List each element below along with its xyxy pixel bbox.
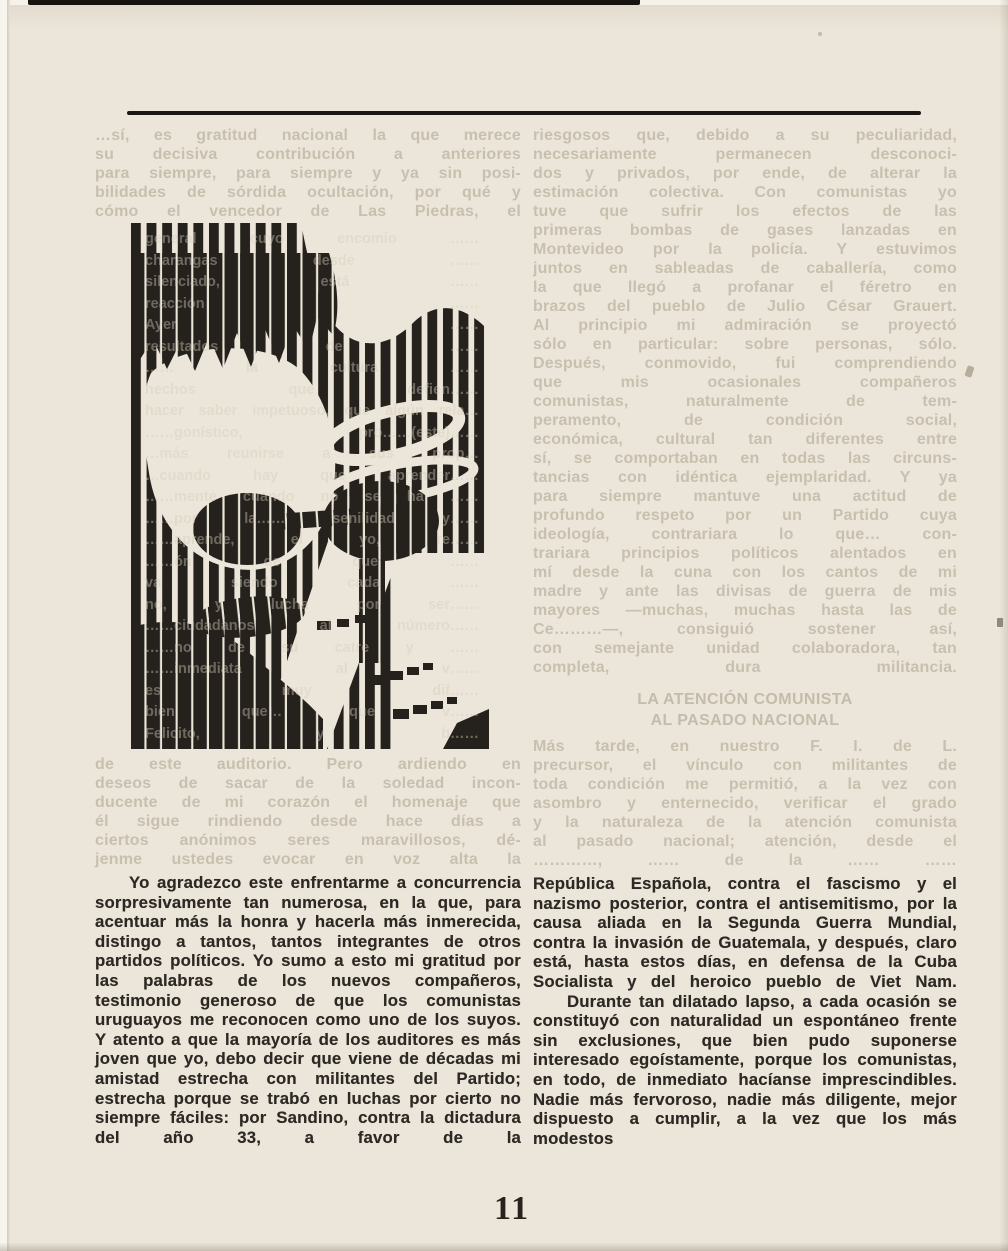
ghost-line: Ayer …… [145, 317, 479, 333]
ghost-line: de este auditorio. Pero ardiendo en [95, 756, 521, 773]
scan-vignette [10, 5, 1008, 31]
ghost-line: …cuando hay que aprender…… [145, 467, 479, 484]
ghost-line: trariara principios políticos alentados en [533, 545, 957, 562]
ghost-line: profundo respeto por un Partido cuya [533, 507, 957, 524]
ghost-line: Montevideo por la policía. Y estuvimos [533, 241, 957, 258]
ghost-line: riesgosos que, debido a su peculiaridad, [533, 127, 957, 144]
ghost-line: económica, cultural tan diferentes entre [533, 431, 957, 448]
ghost-line: comunistas, naturalmente de tem- [533, 393, 957, 410]
ghost-line: la que llegó a profanar el féretro en [533, 279, 957, 296]
ghost-line: jenme ustedes evocar en voz alta la [95, 851, 521, 868]
ghost-line: y la naturaleza de la atención comunista [533, 814, 957, 831]
header-rule [127, 111, 921, 115]
ghost-text-below-image [95, 755, 521, 869]
ghost-line: estimación colectiva. Con comunistas yo [533, 184, 957, 201]
ghost-section-heading [533, 689, 957, 731]
right-column [533, 126, 957, 1148]
ghost-line: resultados de …… [145, 338, 479, 355]
striped-portrait-image [131, 223, 489, 749]
ghost-line: primeras bombas de gases lanzadas en [533, 222, 957, 239]
ghost-line: él sigue rindiendo desde hace días a [95, 813, 521, 830]
ghost-line: reacción …… [145, 295, 479, 312]
ghost-line: su decisiva contribución a anteriores [95, 146, 521, 163]
ghost-line: Al principio mi admiración se proyectó [533, 317, 957, 334]
ghost-line: Más tarde, en nuestro F. I. de L. [533, 738, 957, 755]
ghost-line: brazos del pueblo de Julio César Grauert. [533, 298, 957, 315]
ghost-line: charangas desde …… [145, 252, 479, 269]
ghost-line: precursor, el vínculo con militantes de [533, 757, 957, 774]
ghost-text-top-left [95, 126, 521, 221]
ghost-line: no, y lucha por ser…… [145, 596, 479, 613]
ink-speck [997, 618, 1003, 627]
ghost-line: para siempre, para siempre y ya sin posi- [95, 165, 521, 182]
ghost-line: cómo el vencedor de Las Piedras, el [95, 203, 521, 220]
ghost-line: ducente de mi corazón el homenaje que [95, 794, 521, 811]
ghost-line: al pasado nacional; atención, desde el [533, 833, 957, 850]
ghost-line: tuve que sufrir los efectos de las [533, 203, 957, 220]
ghost-line: ……inmediata al v…… [145, 661, 479, 677]
ghost-line: Ce………—, consiguió sostener así, [533, 621, 957, 638]
ghost-line: …sí, es gratitud nacional la que merece [95, 127, 521, 144]
ghost-line: …más reunirse a sus prop… [145, 446, 479, 462]
ink-speck [964, 365, 974, 378]
left-column [95, 126, 521, 1147]
ghost-text-right-upper [533, 126, 957, 677]
heading-line-1: LA ATENCIÓN COMUNISTA [637, 691, 853, 708]
page-number: 11 [494, 1190, 531, 1227]
ghost-line: ……gonístico, pro……(este)…… [145, 424, 479, 441]
ghost-text-right-lower [533, 737, 957, 870]
ghost-line: silenciado, está …… [145, 274, 479, 290]
ghost-line: ……ón de que …… [145, 553, 479, 570]
ghost-line: bilidades de sórdida ocultación, por qué y [95, 184, 521, 201]
body-paragraph-left: Yo agradezco este enfrentarme a concurrencia sorpresivamente tan numerosa, en la que, para acentuar más la honra y hacerla más inmerecida, distingo a tantos, tantos integrantes de otros partidos políticos. Yo sumo a esto mi gratitud por las palabras de los nuevos compañeros, testimonio generoso de que los comunistas uruguayos me reconocen como uno de los suyos. Y atento a que la mayoría de los auditores es más joven que yo, debo decir que viene de décadas mi amistad estrecha con militantes del Partido; estrecha porque se trabó en luchas por cierto no siempre fáciles: por Sandino, contra la dictadura del año 33, a favor de la [95, 873, 521, 1147]
ghost-line: ……aprende, el yo, re…… [145, 532, 479, 548]
ghost-line: dos y privados, por ende, de alterar la [533, 165, 957, 182]
body-paragraph-right-2: Durante tan dilatado lapso, a cada ocasión se constituyó con naturalidad un espontáneo frente sin exclusiones, que bien pudo suponerse interesado egoístamente, porque los comunistas, en todo, de inmediato hacíanse imprescindibles. Nadie más fervoroso, nadie más diligente, mejor dispuesto a cumplir, a la vez que los más modestos [533, 991, 957, 1148]
ghost-line: sólo en particular: sobre personas, sólo. [533, 336, 957, 353]
page-crease [7, 0, 10, 1251]
ghost-line: es muy dif…… [145, 682, 479, 699]
ghost-line: que mis ocasionales compañeros [533, 374, 957, 391]
scan-edge-left [0, 0, 7, 1251]
ghost-line: ……por la…… senilidad y…… [145, 510, 479, 527]
ghost-line: sí, se comportaban en todas las circuns- [533, 450, 957, 467]
ghost-line: ……ciudadanos al número…… [145, 618, 479, 634]
ghost-line: peramento, de condición social, [533, 412, 957, 429]
ghost-line: Felicito, y b…… [145, 725, 479, 742]
portrait-stripes-graphic [131, 223, 489, 749]
scan-edge-bottom [0, 1242, 1008, 1251]
ghost-line: deseos de sacar de la soledad incon- [95, 775, 521, 792]
ghost-line: tancias con idéntica ejemplaridad. Y ya [533, 469, 957, 486]
ghost-line: bien que… que v…… [145, 704, 479, 720]
heading-line-2: AL PASADO NACIONAL [650, 712, 840, 729]
ghost-line: madre y ante las divisas de guerra de mis [533, 583, 957, 600]
ghost-line: hacer saber impetuoso, que algún rela… [145, 403, 479, 419]
ghost-line: mayores —muchas, muchas hasta las de [533, 602, 957, 619]
ghost-line: completa, dura militancia. [533, 659, 957, 676]
ghost-line: juntos en sableadas de caballería, como [533, 260, 957, 277]
ghost-line: con semejante unidad colaboradora, tan [533, 640, 957, 657]
ghost-line: ……mente cuando no se ha …… [145, 489, 479, 505]
ghost-line: toda condición me permitió, a la vez con [533, 776, 957, 793]
ghost-line: …… la cultura …… [145, 360, 479, 376]
ghost-line: asombro y enternecido, verificar el grado [533, 795, 957, 812]
ghost-line: …………, …… de la …… …… [533, 852, 957, 869]
ghost-line: Después, conmovido, fui comprendiendo [533, 355, 957, 372]
ink-speck [818, 32, 822, 36]
body-paragraph-right-1: República Española, contra el fascismo y el nazismo posterior, contra el antisemitismo, por la causa aliada en la Segunda Guerra Mundial, contra la invasión de Guatemala, y después, claro está, hasta estos días, en defensa de la Cuba Socialista y del heroico pueblo de Viet Nam. [533, 874, 957, 991]
ghost-line: va siendo cada …… [145, 575, 479, 591]
ghost-line: general cuyo encomio …… [145, 231, 479, 247]
ghost-line: ideología, contrariara lo que… con- [533, 526, 957, 543]
ghost-line: ciertos anónimos seres maravillosos, dé- [95, 832, 521, 849]
ghost-line: hechos que defien…… [145, 381, 479, 398]
collar-bar-shape [359, 559, 385, 663]
ghost-line: mí desde la cuna con los cantos de mi [533, 564, 957, 581]
ghost-line: necesariamente permanecen desconoci- [533, 146, 957, 163]
ghost-line: para siempre mantuve una actitud de [533, 488, 957, 505]
ghost-line: ……no de su catre y …… [145, 639, 479, 656]
